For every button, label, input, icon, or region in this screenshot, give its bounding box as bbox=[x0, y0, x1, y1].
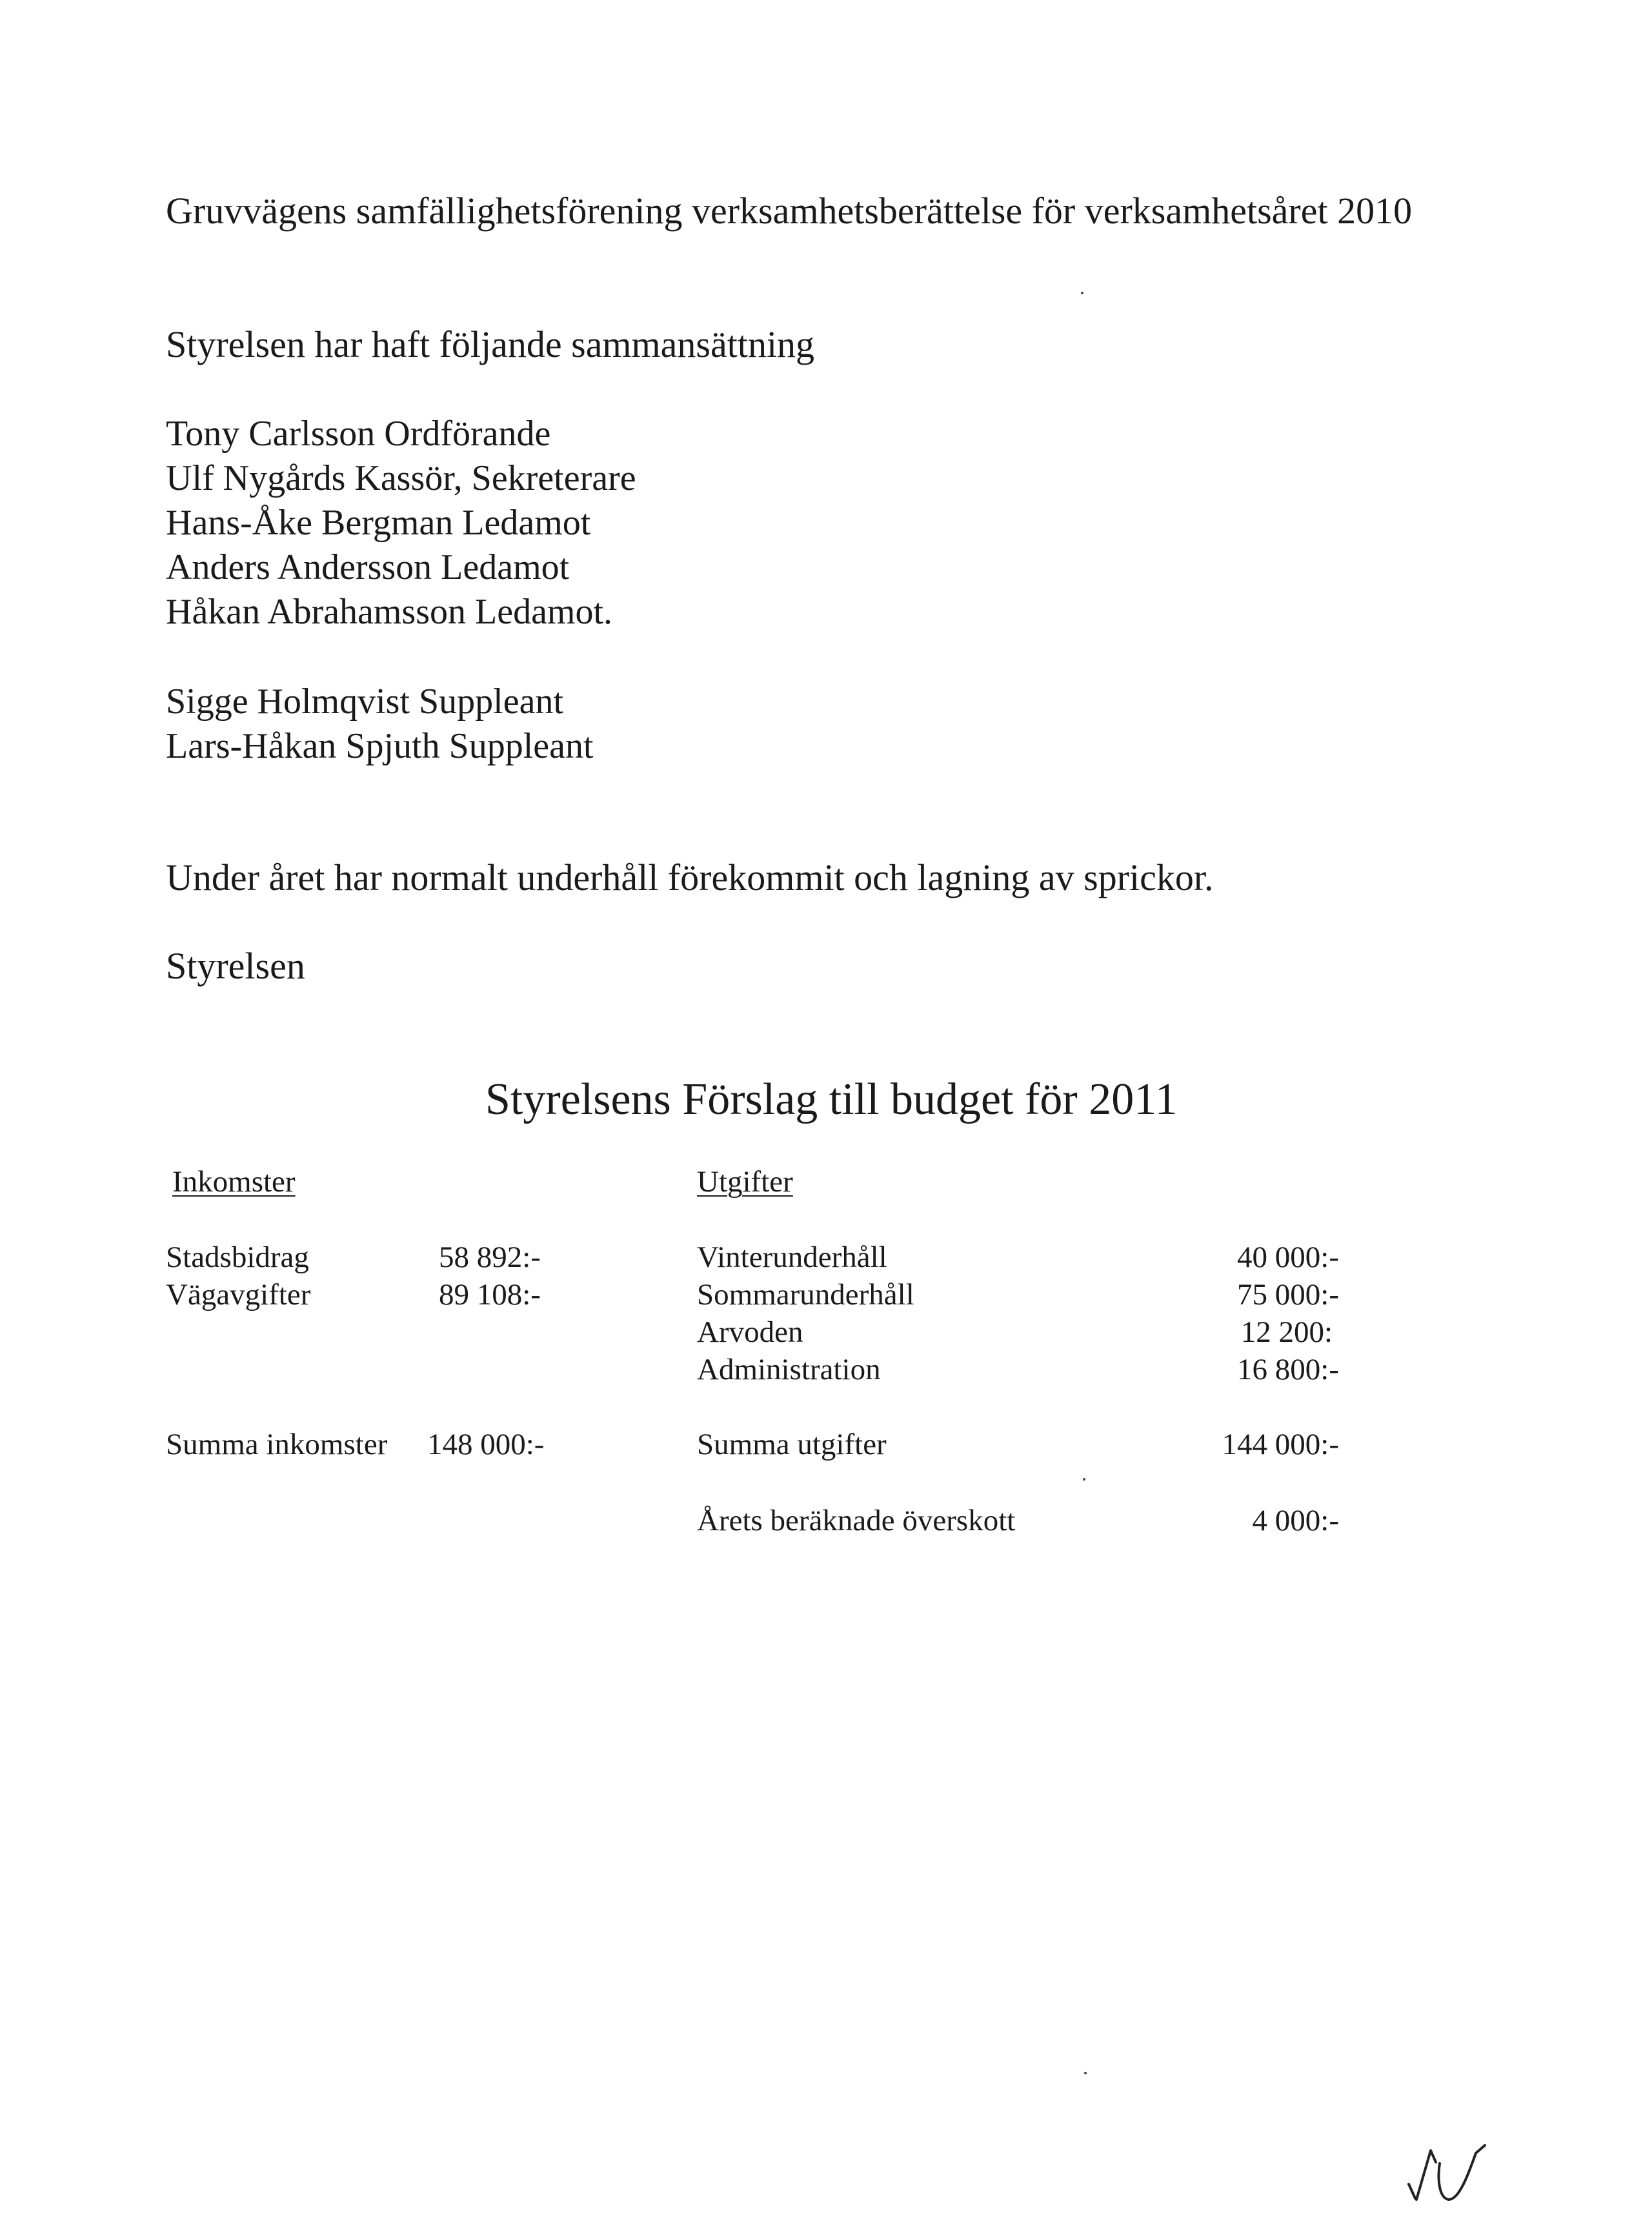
board-deputy: Lars-Håkan Spjuth Suppleant bbox=[166, 726, 594, 766]
expense-total-label: Summa utgifter bbox=[697, 1428, 887, 1461]
board-intro: Styrelsen har haft följande sammansättning bbox=[166, 323, 815, 365]
board-member: Håkan Abrahamsson Ledamot. bbox=[166, 592, 613, 632]
income-label: Stadsbidrag bbox=[166, 1240, 309, 1274]
income-total-amount: 148 000:- bbox=[427, 1428, 545, 1461]
scan-speck bbox=[1084, 2072, 1087, 2074]
expense-label: Sommarunderhåll bbox=[697, 1278, 914, 1311]
surplus-label: Årets beräknade överskott bbox=[697, 1504, 1016, 1537]
board-deputy: Sigge Holmqvist Suppleant bbox=[166, 682, 563, 722]
surplus-amount: 4 000:- bbox=[1252, 1504, 1339, 1537]
document-title: Gruvvägens samfällighetsförening verksamhetsberättelse för verksamhetsåret 2010 bbox=[166, 190, 1413, 232]
expense-label: Arvoden bbox=[697, 1315, 803, 1349]
report-signature: Styrelsen bbox=[166, 945, 305, 987]
expense-label: Administration bbox=[697, 1353, 881, 1386]
income-amount: 58 892:- bbox=[439, 1240, 541, 1274]
board-member: Anders Andersson Ledamot bbox=[166, 547, 570, 587]
expense-amount: 12 200: bbox=[1240, 1315, 1333, 1349]
income-amount: 89 108:- bbox=[439, 1278, 541, 1311]
handwritten-initials bbox=[1404, 2136, 1494, 2207]
expense-total-amount: 144 000:- bbox=[1222, 1428, 1339, 1461]
board-member: Hans-Åke Bergman Ledamot bbox=[166, 503, 591, 543]
income-header: Inkomster bbox=[172, 1165, 296, 1199]
expense-amount: 40 000:- bbox=[1237, 1240, 1339, 1274]
expense-amount: 75 000:- bbox=[1237, 1278, 1339, 1311]
budget-title: Styrelsens Förslag till budget för 2011 bbox=[485, 1075, 1178, 1124]
income-total-label: Summa inkomster bbox=[166, 1428, 388, 1461]
scan-speck bbox=[1081, 292, 1083, 294]
expenses-header: Utgifter bbox=[697, 1165, 793, 1199]
board-member: Ulf Nygårds Kassör, Sekreterare bbox=[166, 458, 636, 498]
income-label: Vägavgifter bbox=[166, 1278, 311, 1311]
expense-label: Vinterunderhåll bbox=[697, 1240, 887, 1274]
report-text: Under året har normalt underhåll förekommit och lagning av sprickor. bbox=[166, 856, 1214, 898]
scan-speck bbox=[1083, 1478, 1085, 1481]
expense-amount: 16 800:- bbox=[1237, 1353, 1339, 1386]
board-member: Tony Carlsson Ordförande bbox=[166, 414, 551, 454]
